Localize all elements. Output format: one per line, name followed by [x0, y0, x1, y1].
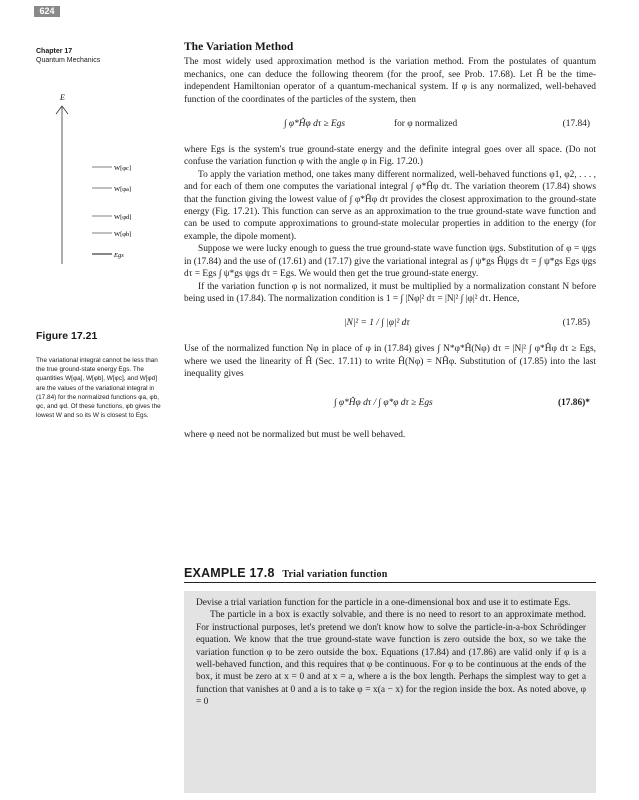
- energy-level-diagram: [40, 92, 160, 267]
- equation-expression: |N|² = 1 / ∫ |φ|² dτ: [344, 318, 410, 329]
- chapter-title: Quantum Mechanics: [36, 57, 101, 64]
- chapter-number: Chapter 17: [36, 48, 73, 55]
- paragraph: where Egs is the system's true ground-state energy and the definite integral goes over all space. (Do not confuse the variation function φ with the angle φ in Fig. 17.20.): [184, 145, 596, 168]
- paragraph: where φ need not be normalized but must be well behaved.: [184, 429, 406, 440]
- equation-number: (17.85): [562, 318, 590, 329]
- level-label: W[φa]: [114, 186, 132, 193]
- page-number: 624: [34, 6, 60, 17]
- paragraph: Use of the normalized function Nφ in place of φ in (17.84) gives ∫ N*φ*Ĥ(Nφ) dτ = |N|² ∫ φ*Ĥφ dτ ≥ Egs, where we used the linearity of Ĥ (Sec. 17.11) to write Ĥ(Nφ) = NĤφ. Substitution of (17.85) into the last inequality gives: [184, 344, 596, 380]
- chapter-label: [36, 47, 100, 65]
- example-question: Devise a trial variation function for the particle in a one-dimensional box and use it to estimate Egs.: [196, 598, 571, 608]
- equation-number: (17.86)*: [557, 397, 590, 408]
- example-rule: [184, 582, 596, 583]
- example-subtitle: Trial variation function: [282, 569, 388, 580]
- energy-axis-label: E: [60, 93, 65, 102]
- equation-17-86: [184, 385, 596, 425]
- equation-number: (17.84): [562, 119, 590, 130]
- equation-expression: ∫ φ*Ĥφ dτ ≥ Egs: [284, 119, 346, 130]
- example-block: [184, 566, 596, 793]
- paragraph: The most widely used approximation method is the variation method. From the postulates of quantum mechanics, one can deduce the following theorem (for the proof, see Prob. 17.68). Let Ĥ be the time-independent Hamiltonian operator of a quantum-mechanical system. If φ is any normalized, well-behaved function of the coordinates of the particles of the system, then: [184, 57, 596, 105]
- example-label: EXAMPLE 17.8: [184, 566, 275, 580]
- section-title: The Variation Method: [184, 41, 294, 53]
- main-column: [184, 41, 596, 441]
- paragraph: To apply the variation method, one takes many different normalized, well-behaved functions φ1, φ2, . . . , and for each of them one computes the variational integral ∫ φ*Ĥφ dτ. The variation theorem (17.84) shows that the function giving the lowest value of ∫ φ*Ĥφ dτ provides the closest approximation to the ground-state energy (Fig. 17.21). This function can serve as an approximation to the true ground-state wave function and can be used to compute approximations to ground-state molecular properties in addition to the energy (for example, the dipole moment).: [184, 169, 596, 242]
- level-label: W[φc]: [114, 165, 132, 172]
- equation-condition: for φ normalized: [394, 119, 458, 130]
- level-label: W[φd]: [114, 214, 132, 221]
- example-box: [184, 591, 596, 793]
- paragraph: If the variation function φ is not normalized, it must be multiplied by a normalization constant N before being used in (17.84). The normalization condition is 1 = ∫ |Nφ|² dτ = |N|² ∫ |φ|² dτ. Hence,: [184, 281, 596, 304]
- paragraph: Suppose we were lucky enough to guess the true ground-state wave function ψgs. Substitution of φ = ψgs in (17.84) and the use of (17.61) and (17.17) give the variational integral as ∫ ψ*gs Ĥψgs dτ = ∫ ψ*gs Egs ψgs dτ = Egs ∫ ψ*gs ψgs dτ = Egs. We would then get the true ground-state energy.: [184, 244, 596, 280]
- equation-expression: ∫ φ*Ĥφ dτ / ∫ φ*φ dτ ≥ Egs: [334, 397, 433, 408]
- level-label: Egs: [114, 252, 124, 259]
- equation-17-84: [184, 110, 596, 140]
- figure-caption: The variational integral cannot be less than the true ground-state energy Egs. The quantities W[φa], W[φb], W[φc], and W[φd] are the values of the variational integral in (17.84) for the normalized functions φa, φb, φc, and φd. Of these functions, φb gives the lowest W and so its W is closest to Egs.: [36, 357, 161, 420]
- level-label: W[φb]: [114, 231, 132, 238]
- example-heading: [184, 566, 596, 580]
- equation-17-85: [184, 309, 596, 339]
- page-header: [0, 0, 639, 30]
- example-answer: The particle in a box is exactly solvable, and there is no need to resort to an approximate method. For instructional purposes, let's pretend we don't know how to solve the particle-in-a-box Schrödinger equation. We know that the true ground-state wave function is zero outside the box, so we take the variation function φ to be zero outside the box. Equations (17.84) and (17.86) are valid only if φ is a well-behaved function, and this requires that φ be continuous. For φ to be continuous at the ends of the box, it must be zero at x = 0 and at x = a, where a is the box length. Perhaps the simplest way to get a function that vanishes at 0 and a is to take φ = x(a − x) for the region inside the box. As noted above, φ = 0: [196, 610, 586, 708]
- figure-title: Figure 17.21: [36, 330, 98, 342]
